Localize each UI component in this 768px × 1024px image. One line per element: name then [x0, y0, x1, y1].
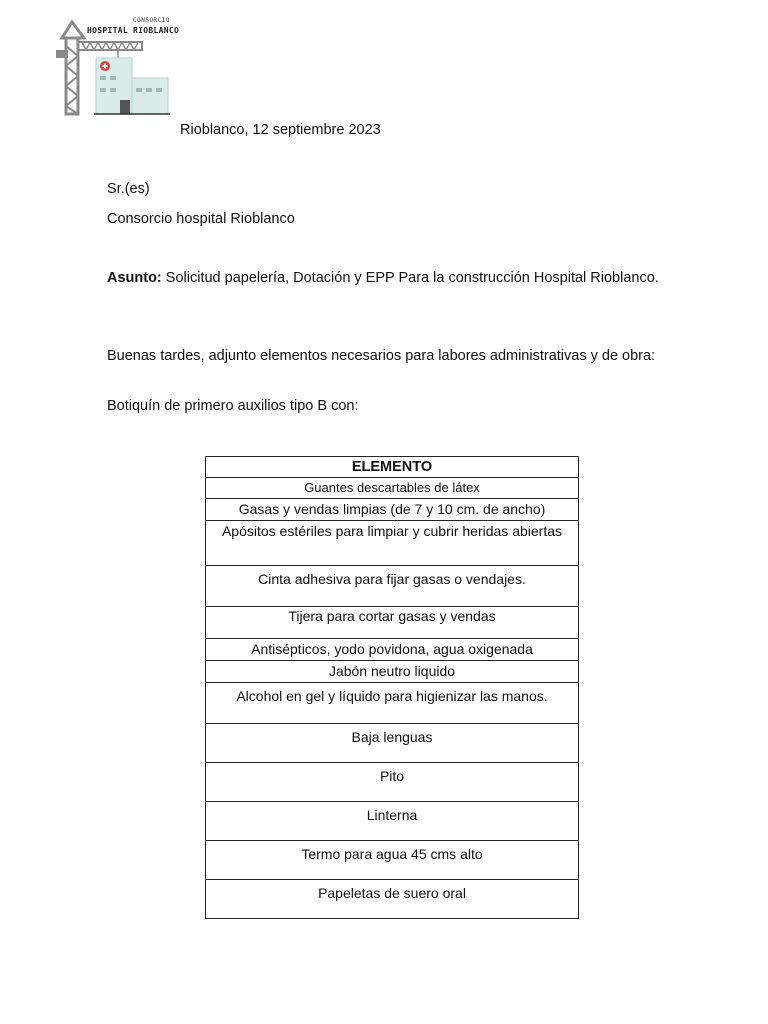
column-header-elemento: ELEMENTO — [206, 457, 579, 478]
table-header-row — [206, 457, 579, 478]
table-row — [206, 683, 579, 724]
table-row — [206, 763, 579, 802]
table-row — [206, 661, 579, 683]
recipient-title: Sr.(es) — [107, 181, 150, 197]
items-table — [205, 456, 579, 919]
table-row — [206, 841, 579, 880]
table-row — [206, 521, 579, 566]
table-row — [206, 724, 579, 763]
table-cell: Baja lenguas — [206, 724, 579, 763]
recipient-organization: Consorcio hospital Rioblanco — [107, 211, 295, 227]
subject-label: Asunto: — [107, 270, 162, 286]
table-row — [206, 639, 579, 661]
table-cell: Guantes descartables de látex — [206, 478, 579, 499]
table-cell: Pito — [206, 763, 579, 802]
table-cell: Papeletas de suero oral — [206, 880, 579, 919]
table-row — [206, 566, 579, 607]
table-cell: Apósitos estériles para limpiar y cubrir heridas abiertas — [206, 521, 579, 566]
table-cell: Tijera para cortar gasas y vendas — [206, 607, 579, 639]
subject-text: Solicitud papelería, Dotación y EPP Para la construcción Hospital Rioblanco. — [161, 270, 659, 286]
table-cell: Linterna — [206, 802, 579, 841]
logo-title: HOSPITAL RIOBLANCO — [87, 26, 180, 35]
letter-date: Rioblanco, 12 septiembre 2023 — [180, 122, 381, 138]
table-row — [206, 802, 579, 841]
greeting-paragraph: Buenas tardes, adjunto elementos necesarios para labores administrativas y de obra: — [107, 348, 656, 364]
table-cell: Cinta adhesiva para fijar gasas o vendajes. — [206, 566, 579, 607]
table-row — [206, 607, 579, 639]
table-cell: Jabón neutro liquido — [206, 661, 579, 683]
table-cell: Antisépticos, yodo povidona, agua oxigenada — [206, 639, 579, 661]
table-cell: Alcohol en gel y líquido para higienizar las manos. — [206, 683, 579, 724]
table-cell: Termo para agua 45 cms alto — [206, 841, 579, 880]
table-row — [206, 499, 579, 521]
table-cell: Gasas y vendas limpias (de 7 y 10 cm. de ancho) — [206, 499, 579, 521]
subject-line — [107, 269, 667, 288]
logo-subtitle: CONSORCIO — [133, 17, 171, 24]
kit-intro: Botiquín de primero auxilios tipo B con: — [107, 398, 359, 414]
table-row — [206, 478, 579, 499]
table-row — [206, 880, 579, 919]
